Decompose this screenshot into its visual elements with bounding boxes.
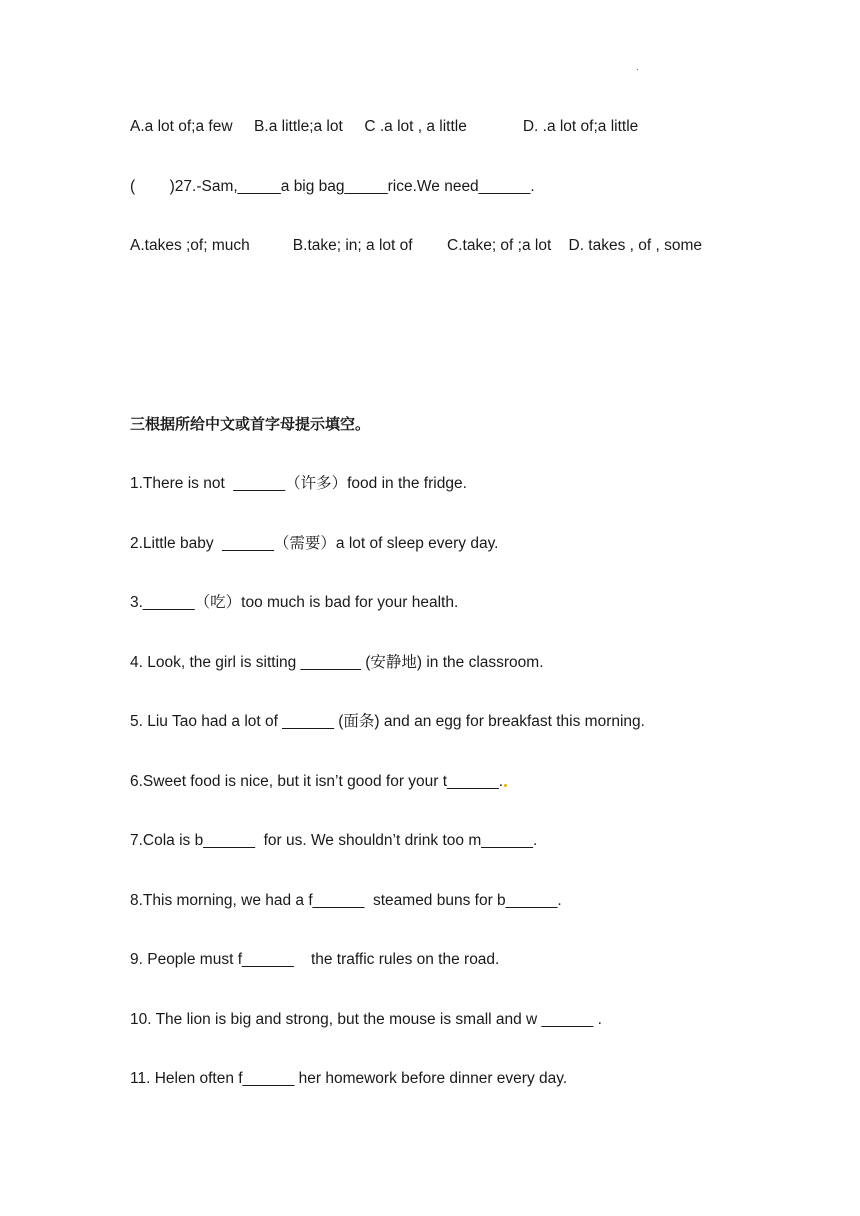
corner-mark: · (636, 64, 639, 74)
fill-item-9: 9. People must f______ the traffic rules on the road. (130, 951, 500, 968)
fill-item-8: 8.This morning, we had a f______ steamed buns for b______. (130, 892, 562, 909)
fill-item-5: 5. Liu Tao had a lot of ______ (面条) and an egg for breakfast this morning. (130, 713, 645, 730)
section3-heading: 三根据所给中文或首字母提示填空。 (130, 416, 371, 433)
highlight-dot (504, 784, 507, 787)
q27-stem: ( )27.-Sam,_____a big bag_____rice.We need______. (130, 178, 535, 195)
fill-item-11: 11. Helen often f______ her homework before dinner every day. (130, 1070, 568, 1087)
fill-item-2: 2.Little baby ______（需要）a lot of sleep every day. (130, 535, 499, 552)
fill-item-7: 7.Cola is b______ for us. We shouldn’t drink too m______. (130, 832, 538, 849)
fill-item-6: 6.Sweet food is nice, but it isn’t good for your t______. (130, 773, 504, 790)
fill-item-1: 1.There is not ______（许多）food in the fridge. (130, 475, 467, 492)
fill-item-4: 4. Look, the girl is sitting _______ (安静地) in the classroom. (130, 654, 544, 671)
q26-options: A.a lot of;a few B.a little;a lot C .a lot , a little D. .a lot of;a little (130, 118, 639, 135)
fill-item-10: 10. The lion is big and strong, but the mouse is small and w ______ . (130, 1011, 602, 1028)
fill-item-3: 3.______（吃）too much is bad for your health. (130, 594, 459, 611)
q27-options: A.takes ;of; much B.take; in; a lot of C.take; of ;a lot D. takes , of , some (130, 237, 703, 254)
